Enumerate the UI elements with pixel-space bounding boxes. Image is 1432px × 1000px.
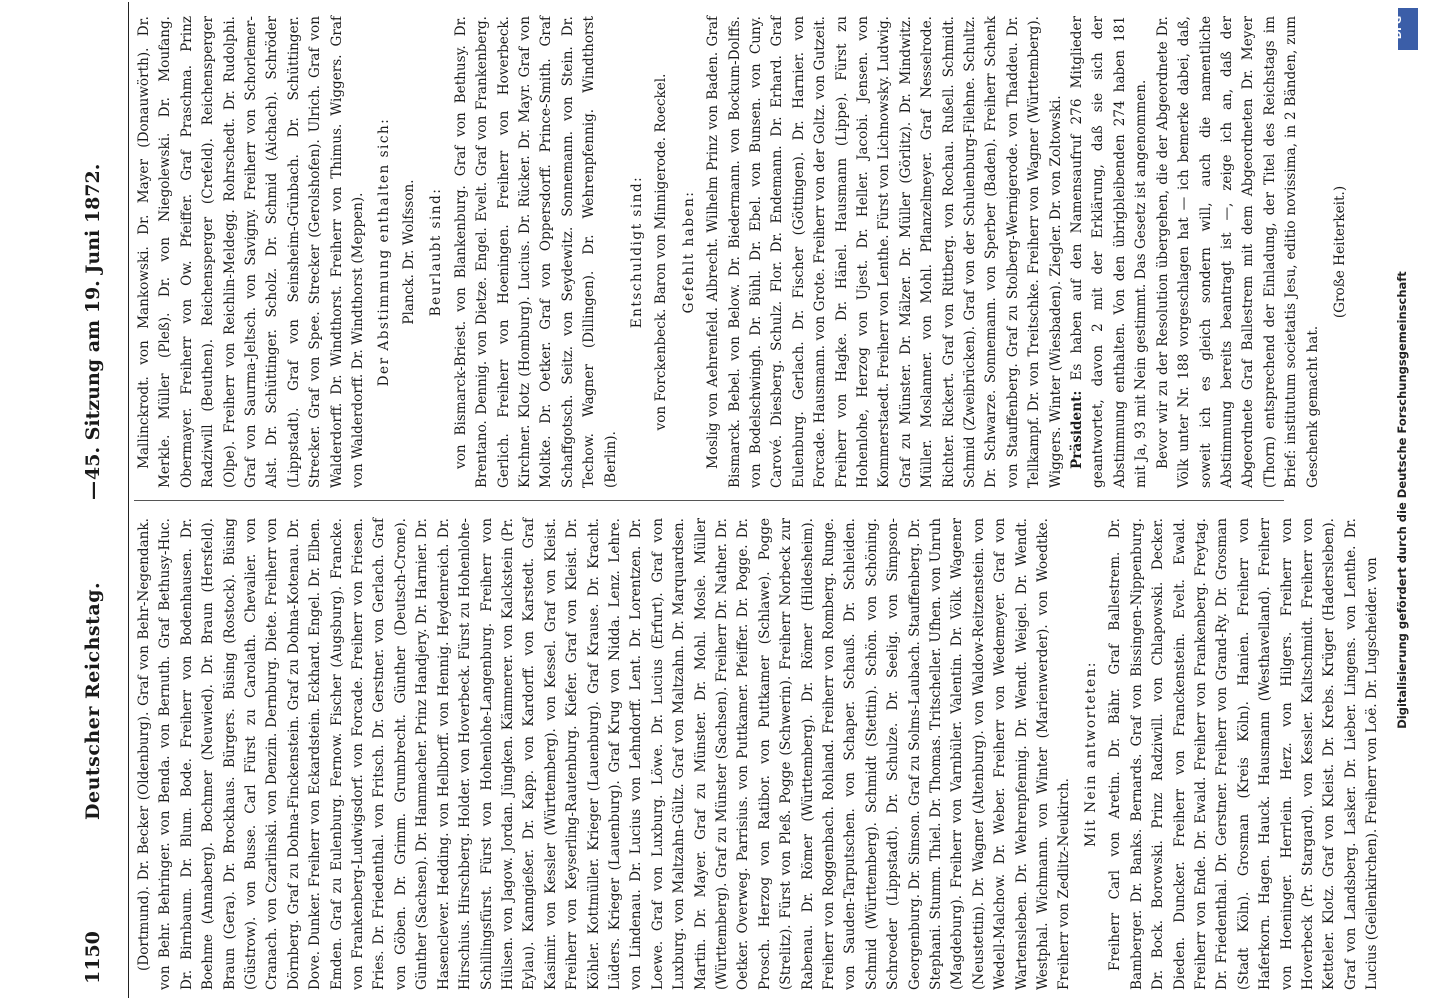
heading-on-leave: Beurlaubt sind: (428, 187, 445, 317)
watermark-text: Digitalisierung gefördert durch die Deutsche Forschungsgemeinschaft (1395, 271, 1409, 729)
heading-excused: Entschuldigt sind: (628, 175, 645, 329)
abstention-names: Planck. Dr. Wolfsson. (400, 179, 417, 325)
laughter-note: (Große Heiterkeit.) (1331, 185, 1348, 319)
heading-no-voters: Mit Nein antworteten: (1082, 661, 1099, 847)
excused-names: von Forckenbeck. Baron von Minnigerode. Roeckel. (653, 73, 670, 431)
dfg-logo-text: DFG (1393, 15, 1405, 40)
yes-voters-list: (Dortmund). Dr. Becker (Oldenburg). Graf von Behr-Negendank. von Behr. Behringer. von Benda. von Bernuth. Graf Bethusy-Huc. Dr. Birnbaum. Dr. Blum. Bode. Freiherr von Bodenhausen. Dr. Boehme (Annaberg). Bochmer (Neuwied). Dr. Braun (Hersfeld). Braun (Gera). Dr. Brockhaus. Bürgers. Büsing (Rostock). Büsing (Güstrow). von Busse. Carl Fürst zu Carolath. Chevalier. von Cranach. von Czarlinski. von Denzin. Dernburg. Diete. Freiherr von Dörnberg. Graf zu Dohna-Finckenstein. Graf zu Dohna-Kotenau. Dr. Dove. Dunker. Freiherr von Eckardstein. Eckhard. Engel. Dr. Elben. Emden. Graf zu Eulenburg. Fernow. Fischer (Augsburg). Francke. von Frankenberg-Ludwigsdorf. von Forcade. Freiherr von Friesen. Fries. Dr. Friedenthal. von Fritsch. Dr. Gerstner. von Gerlach. Graf von Göben. Dr. Grimm. Grumbrecht. Günther (Deutsch-Crone). Günther (Sachsen). Dr. Hammacher. Prinz Handjery. Dr. Harnier. Dr. Hasenclever. Hedding. von Hellborff. von Hennig. Heydenreich. Dr. Hirschius. Hirschberg. Holder. von Hoverbeck. Fürst zu Hohenlohe-Schillingsfürst. Fürst von Hohenlohe-Langenburg. Freiherr von Hülsen. von Jagow. Jordan. Jüngken. Kämmerer. von Kalckstein (Pr. Eylau). Kanngießer. Dr. Kapp. von Kardorff. von Karstedt. Graf Kasimir. von Kessler (Württemberg). von Kessel. Graf von Kleist. Freiherr von Keyserling-Rautenburg. Kiefer. Graf von Kleist. Dr. Köhler. Kottmüller. Krieger (Lauenburg). Graf Krause. Dr. Kracht. Lüders. Krieger (Lauenburg). Graf Krug von Nidda. Lenz. Lehre. von Lindenau. Dr. Lucius von Lehndorff. Lent. Dr. Lorentzen. Dr. Loewe. Graf von Luxburg. Löwe. Dr. Lucius (Erfurt). Graf von Luxburg. von Maltzahn-Gültz. Graf von Maltzahn. Dr. Marquardsen. Martin. Dr. Mayer. Graf zu Münster. Dr. Mohl. Mosle. Müller (Württemberg). Graf zu Münster (Sachsen). Freiherr Dr. Nather. Dr. Oetker. Overweg. Parrisius. von Puttkamer. Pfeiffer. Dr. Pogge. Dr. Prosch. Herzog von Ratibor. von Puttkamer (Schlawe). Pogge (Strelitz). Fürst von Pleß. Pogge (Schwerin). Freiherr Norbeck zur Rabenau. Dr. Römer (Württemberg). Dr. Römer (Hildesheim). Freiherr von Roggenbach. Rohland. Freiherr von Romberg. Runge. von Sauden-Tarputschen. von Schaper. Schauß. Dr. Schleiden. Schmid (Württemberg). Schmidt (Stettin). Schön. von Schöning. Schroeder (Lippstadt). Dr. Schulze. Dr. Seelig. von Simpson-Georgenburg. Dr. Simson. Graf zu Solms-Laubach. Stauffenberg. Dr. Stephani. Stumm. Thiel. Dr. Thomas. Tritscheller. Ufhen. von Unruh (Magdeburg). Freiherr von Varnbüler. Valentin. Dr. Völk. Wagener (Neustettin). Dr. Wagner (Altenburg). von Waldow-Reitzenstein. von Wedell-Malchow. Dr. Weber. Freiherr von Wedemeyer. Graf von Wartensleben. Dr. Wehrenpfennig. Dr. Wendt. Weigel. Dr. Wendt. Westphal. Wichmann. von Winter (Marienwerder). von Woedtke. Freiherr von Zedlitz-Neukirch. (136, 517, 1073, 990)
president-statement (1067, 16, 1153, 488)
header-separator: — (82, 481, 104, 500)
on-leave-list: von Bismarck-Briest. von Blankenburg. Graf von Bethusy. Dr. Brentano. Dennig. von Dietze. Engel. Evelt. Graf von Frankenberg. Gerlich. Freiherr von Hoeningen. Freiherr von Hoverbeck. Kirchner. Klotz (Homburg). Lucius. Dr. Rücker. Dr. Mayr. Graf von Moltke. Dr. Oetker. Graf von Oppersdorff. Prince-Smith. Graf Schaffgotsch. Seitz. von Seydewitz. Sonnemann. von Stein. Dr. Techow. Wagner (Dillingen). Dr. Wehrenpfennig. Windthorst (Berlin). (452, 16, 619, 488)
page-header (80, 0, 120, 1000)
session-title: 45. Sitzung am 19. Juni 1872. (82, 163, 104, 480)
right-column (134, 16, 1348, 488)
president-statement-2: Bevor wir zu der Resolution übergehen, die der Abgeordnete Dr. Völk unter Nr. 188 vorgeschlagen hat — ich bemerke dabei, daß, soweit ich es gleich sondern will, auch die namentliche Abstimmung bereits beantragt ist —, zeige ich an, daß der Abgeordnete Graf Ballestrem mit dem Abgeordneten Dr. Meyer (Thorn) entsprechend der Einladung, der Titel des Reichstags im Brief: institutum societatis Jesu, editio novissima, in 2 Bänden, zum Geschenk gemacht hat. (1154, 16, 1321, 488)
page-number: 1150 (82, 931, 104, 984)
journal-title: Deutscher Reichstag. (82, 581, 104, 820)
heading-abstention: Der Abstimmung enthalten sich: (376, 117, 393, 387)
header-rule (128, 2, 129, 998)
no-voters-list: Freiherr Carl von Aretin. Dr. Bähr. Graf Ballestrem. Dr. Bamberger. Dr. Banks. Bernards. Graf von Bissingen-Nippenburg. Dr. Bock. Borowski. Prinz Radziwill. von Chlapowski. Decker. Dieden. Duncker. Freiherr von Franckenstein. Evelt. Ewald. Freiherr von Ende. Dr. Ewald. Freiherr von Frankenberg. Freytag. Dr. Friedenthal. Dr. Gerstner. Freiherr von Grand-Ry. Dr. Grosman (Stadt Köln). Grosman (Kreis Köln). Hanien. Freiherr von Haferkorn. Hagen. Hauck. Hausmann (Westhavelland). Freiherr von Hoeninger. Herrlein. Herz. von Hilgers. Freiherr von Hoverbeck (Pr. Stargard). von Kessler. Kaltschmidt. Freiherr von Ketteler. Klotz. Graf von Kleist. Dr. Krebs. Krüger (Hadersleben). Graf von Landsberg. Lasker. Dr. Lieber. Lingens. von Lenthe. Dr. Lucius (Geilenkirchen). Freiherr von Loë. Dr. Lugscheider. von (1107, 518, 1381, 990)
dfg-watermark (1388, 0, 1432, 1000)
president-statement-text: Es haben auf den Namensaufruf 276 Mitglieder geantwortet, davon 2 mit der Erklärung, daß sie sich der Abstimmung enthalten. Von den übrigbleibenden 274 haben 181 mit Ja, 93 mit Nein gestimmt. Das Gesetz ist angenommen. (1069, 16, 1150, 488)
left-column (134, 517, 1381, 990)
column-divider (134, 500, 1284, 501)
speaker-label: Präsident: (1069, 390, 1086, 469)
absent-list: Moslig von Aehrenfeld. Albrecht. Wilhelm Prinz von Baden. Graf Bismarck. Bebel. von Below. Dr. Biedermann. von Bockum-Dolffs. von Bodelschwingh. Dr. Bühl. Dr. Ebel. von Bunsen. von Cuny. Carové. Diesberg. Schulz. Flor. Dr. Endemann. Dr. Erhard. Graf Eulenburg. Gerlach. Dr. Fischer (Göttingen). Dr. Harnier. von Forcade. Hausmann. von Grote. Freiherr von der Goltz. von Gutzeit. Freiherr von Hagke. Dr. Hänel. Hausmann (Lippe). Fürst zu Hohenlohe, Herzog von Ujest. Dr. Heller. Jacobi. Jensen. von Kommerstaedt. Freiherr von Lenthe. Fürst von Lichnowsky. Ludwig. Graf zu Münster. Dr. Mälzer. Dr. Müller (Görlitz). Dr. Mindwitz. Müller. Moslanner. von Mohl. Pflanzelmeyer. Graf Nesselrode. Richter. Rickert. Graf von Rittberg. von Rochau. Rußell. Schmidt. Schmid (Zweibrücken). Graf von der Schulenburg-Filehne. Schultz. Dr. Schwarze. Sonnemann. von Sperber (Baden). Freiherr Schenk von Stauffenberg. Graf zu Stolberg-Wernigerode. von Thaddeu. Dr. Tellkampf. Dr. von Treitschke. Freiherr von Wagner (Württemberg). Wiggers. Winter (Wiesbaden). Ziegler. Dr. von Zoltowski. (705, 16, 1064, 488)
heading-absent: Gefehlt haben: (680, 190, 697, 314)
no-voters-list-continued: Mallinckrodt. von Mankowski. Dr. Mayer (Donauwörth). Dr. Merkle. Müller (Pleß). Dr. von Niegolewski. Dr. Moufang. Obermayer. Freiherr von Ow. Pfeiffer. Graf Praschma. Prinz Radziwill (Beuthen). Reichensperger (Crefeld). Reichensperger (Olpe). Freiherr von Reichlin-Meldegg. Rohrschedt. Dr. Rudolphi. Graf von Saurma-Jeltsch. von Savigny. Freiherr von Schorlemer-Alst. Dr. Schüttinger. Scholz. Dr. Schmid (Aichach). Schröder (Lippstadt). Graf von Seinsheim-Grünbach. Dr. Schüttinger. Strecker. Graf von Spee. Strecker (Gerolshofen). Ulrich. Graf von Walderdorff. Dr. Windthorst. Freiherr von Thimus. Wiggers. Graf von Walderdorff. Dr. Windthorst (Meppen). (136, 16, 367, 488)
